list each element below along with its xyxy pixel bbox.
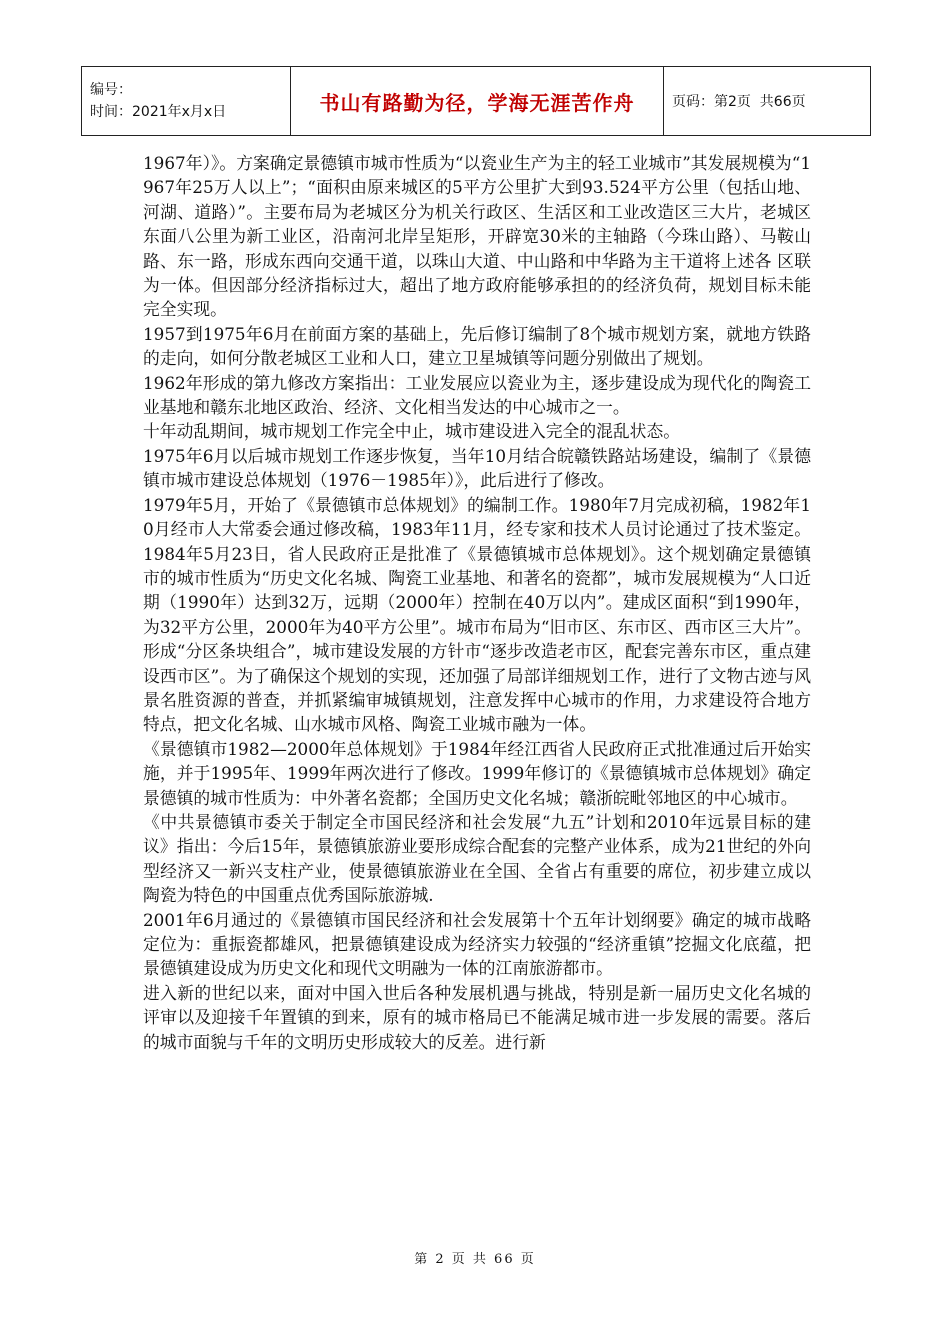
body-paragraph: 1962年形成的第九修改方案指出：工业发展应以瓷业为主，逐步建设成为现代化的陶瓷工业基地和赣东北地区政治、经济、文化相当发达的中心城市之一。 [143, 372, 811, 418]
document-time-label: 时间：2021年x月x日 [90, 104, 227, 120]
header-page-label: 页码：第2页 共66页 [672, 94, 806, 110]
page-footer [0, 1248, 950, 1267]
body-paragraph: 2001年6月通过的《景德镇市国民经济和社会发展第十个五年计划纲要》确定的城市战略定位为：重振瓷都雄风，把景德镇建设成为经济实力较强的“经济重镇”挖掘文化底蕴，把景德镇建设成为历史文化和现代文明融为一体的江南旅游都市。 [143, 909, 811, 979]
document-body [143, 151, 811, 1054]
document-number-label: 编号： [90, 82, 132, 98]
header-motto: 书山有路勤为径，学海无涯苦作舟 [291, 67, 664, 136]
body-paragraph: 1975年6月以后城市规划工作逐步恢复，当年10月结合皖赣铁路站场建设，编制了《景德镇市城市建设总体规划（1976－1985年）》，此后进行了修改。 [143, 445, 811, 491]
body-paragraph: 1967年）》。方案确定景德镇市城市性质为“以瓷业生产为主的轻工业城市”其发展规模为“1967年25万人以上”；“面积由原来城区的5平方公里扩大到93.524平方公里（包括山地、河湖、道路）”。主要布局为老城区分为机关行政区、生活区和工业改造区三大片，老城区东面八公里为新工业区，沿南河北岸呈矩形，开辟宽30米的主轴路（今珠山路）、马鞍山路、东一路，形成东西向交通干道，以珠山大道、中山路和中华路为主干道将上述各 区联为一体。但因部分经济指标过大，超出了地方政府能够承担的的经济负荷，规划目标未能完全实现。 [143, 153, 811, 320]
body-paragraph: 《中共景德镇市委关于制定全市国民经济和社会发展“九五”计划和2010年远景目标的建议》指出：今后15年，景德镇旅游业要形成综合配套的完整产业体系，成为21世纪的外向型经济又一新兴支柱产业，使景德镇旅游业在全国、全省占有重要的席位，初步建立成以陶瓷为特色的中国重点优秀国际旅游城. [143, 811, 811, 906]
body-paragraph: 十年动乱期间，城市规划工作完全中止，城市建设进入完全的混乱状态。 [143, 421, 681, 442]
body-paragraph: 《景德镇市1982—2000年总体规划》于1984年经江西省人民政府正式批准通过后开始实施，并于1995年、1999年两次进行了修改。1999年修订的《景德镇城市总体规划》确定景德镇的城市性质为：中外著名瓷都；全国历史文化名城；赣浙皖毗邻地区的中心城市。 [143, 738, 811, 808]
header-meta [82, 67, 291, 136]
footer-page-number: 第 2 页 共 66 页 [414, 1252, 536, 1267]
body-paragraph: 进入新的世纪以来，面对中国入世后各种发展机遇与挑战，特别是新一届历史文化名城的评审以及迎接千年置镇的到来，原有的城市格局已不能满足城市进一步发展的需要。落后的城市面貌与千年的文明历史形成较大的反差。进行新 [143, 982, 811, 1052]
body-paragraph: 1979年5月，开始了《景德镇市总体规划》的编制工作。1980年7月完成初稿，1982年10月经市人大常委会通过修改稿，1983年11月，经专家和技术人员讨论通过了技术鉴定。1984年5月23日，省人民政府正是批准了《景德镇城市总体规划》。这个规划确定景德镇市的城市性质为“历史文化名城、陶瓷工业基地、和著名的瓷都”，城市发展规模为“人口近期（1990年）达到32万，远期（2000年）控制在40万以内”。建成区面积“到1990年，为32平方公里，2000年为40平方公里”。城市布局为“旧市区、东市区、西市区三大片”。形成“分区条块组合”，城市建设发展的方针市“逐步改造老市区，配套完善东市区，重点建设西市区”。为了确保这个规划的实现，还加强了局部详细规划工作，进行了文物古迹与风景名胜资源的普查，并抓紧编审城镇规划，注意发挥中心城市的作用，力求建设符合地方特点，把文化名城、山水城市风格、陶瓷工业城市融为一体。 [143, 494, 811, 735]
header-page-info [664, 67, 871, 136]
body-paragraph: 1957到1975年6月在前面方案的基础上，先后修订编制了8个城市规划方案，就地方铁路的走向，如何分散老城区工业和人口，建立卫星城镇等问题分别做出了规划。 [143, 323, 811, 369]
page-header [81, 66, 871, 136]
